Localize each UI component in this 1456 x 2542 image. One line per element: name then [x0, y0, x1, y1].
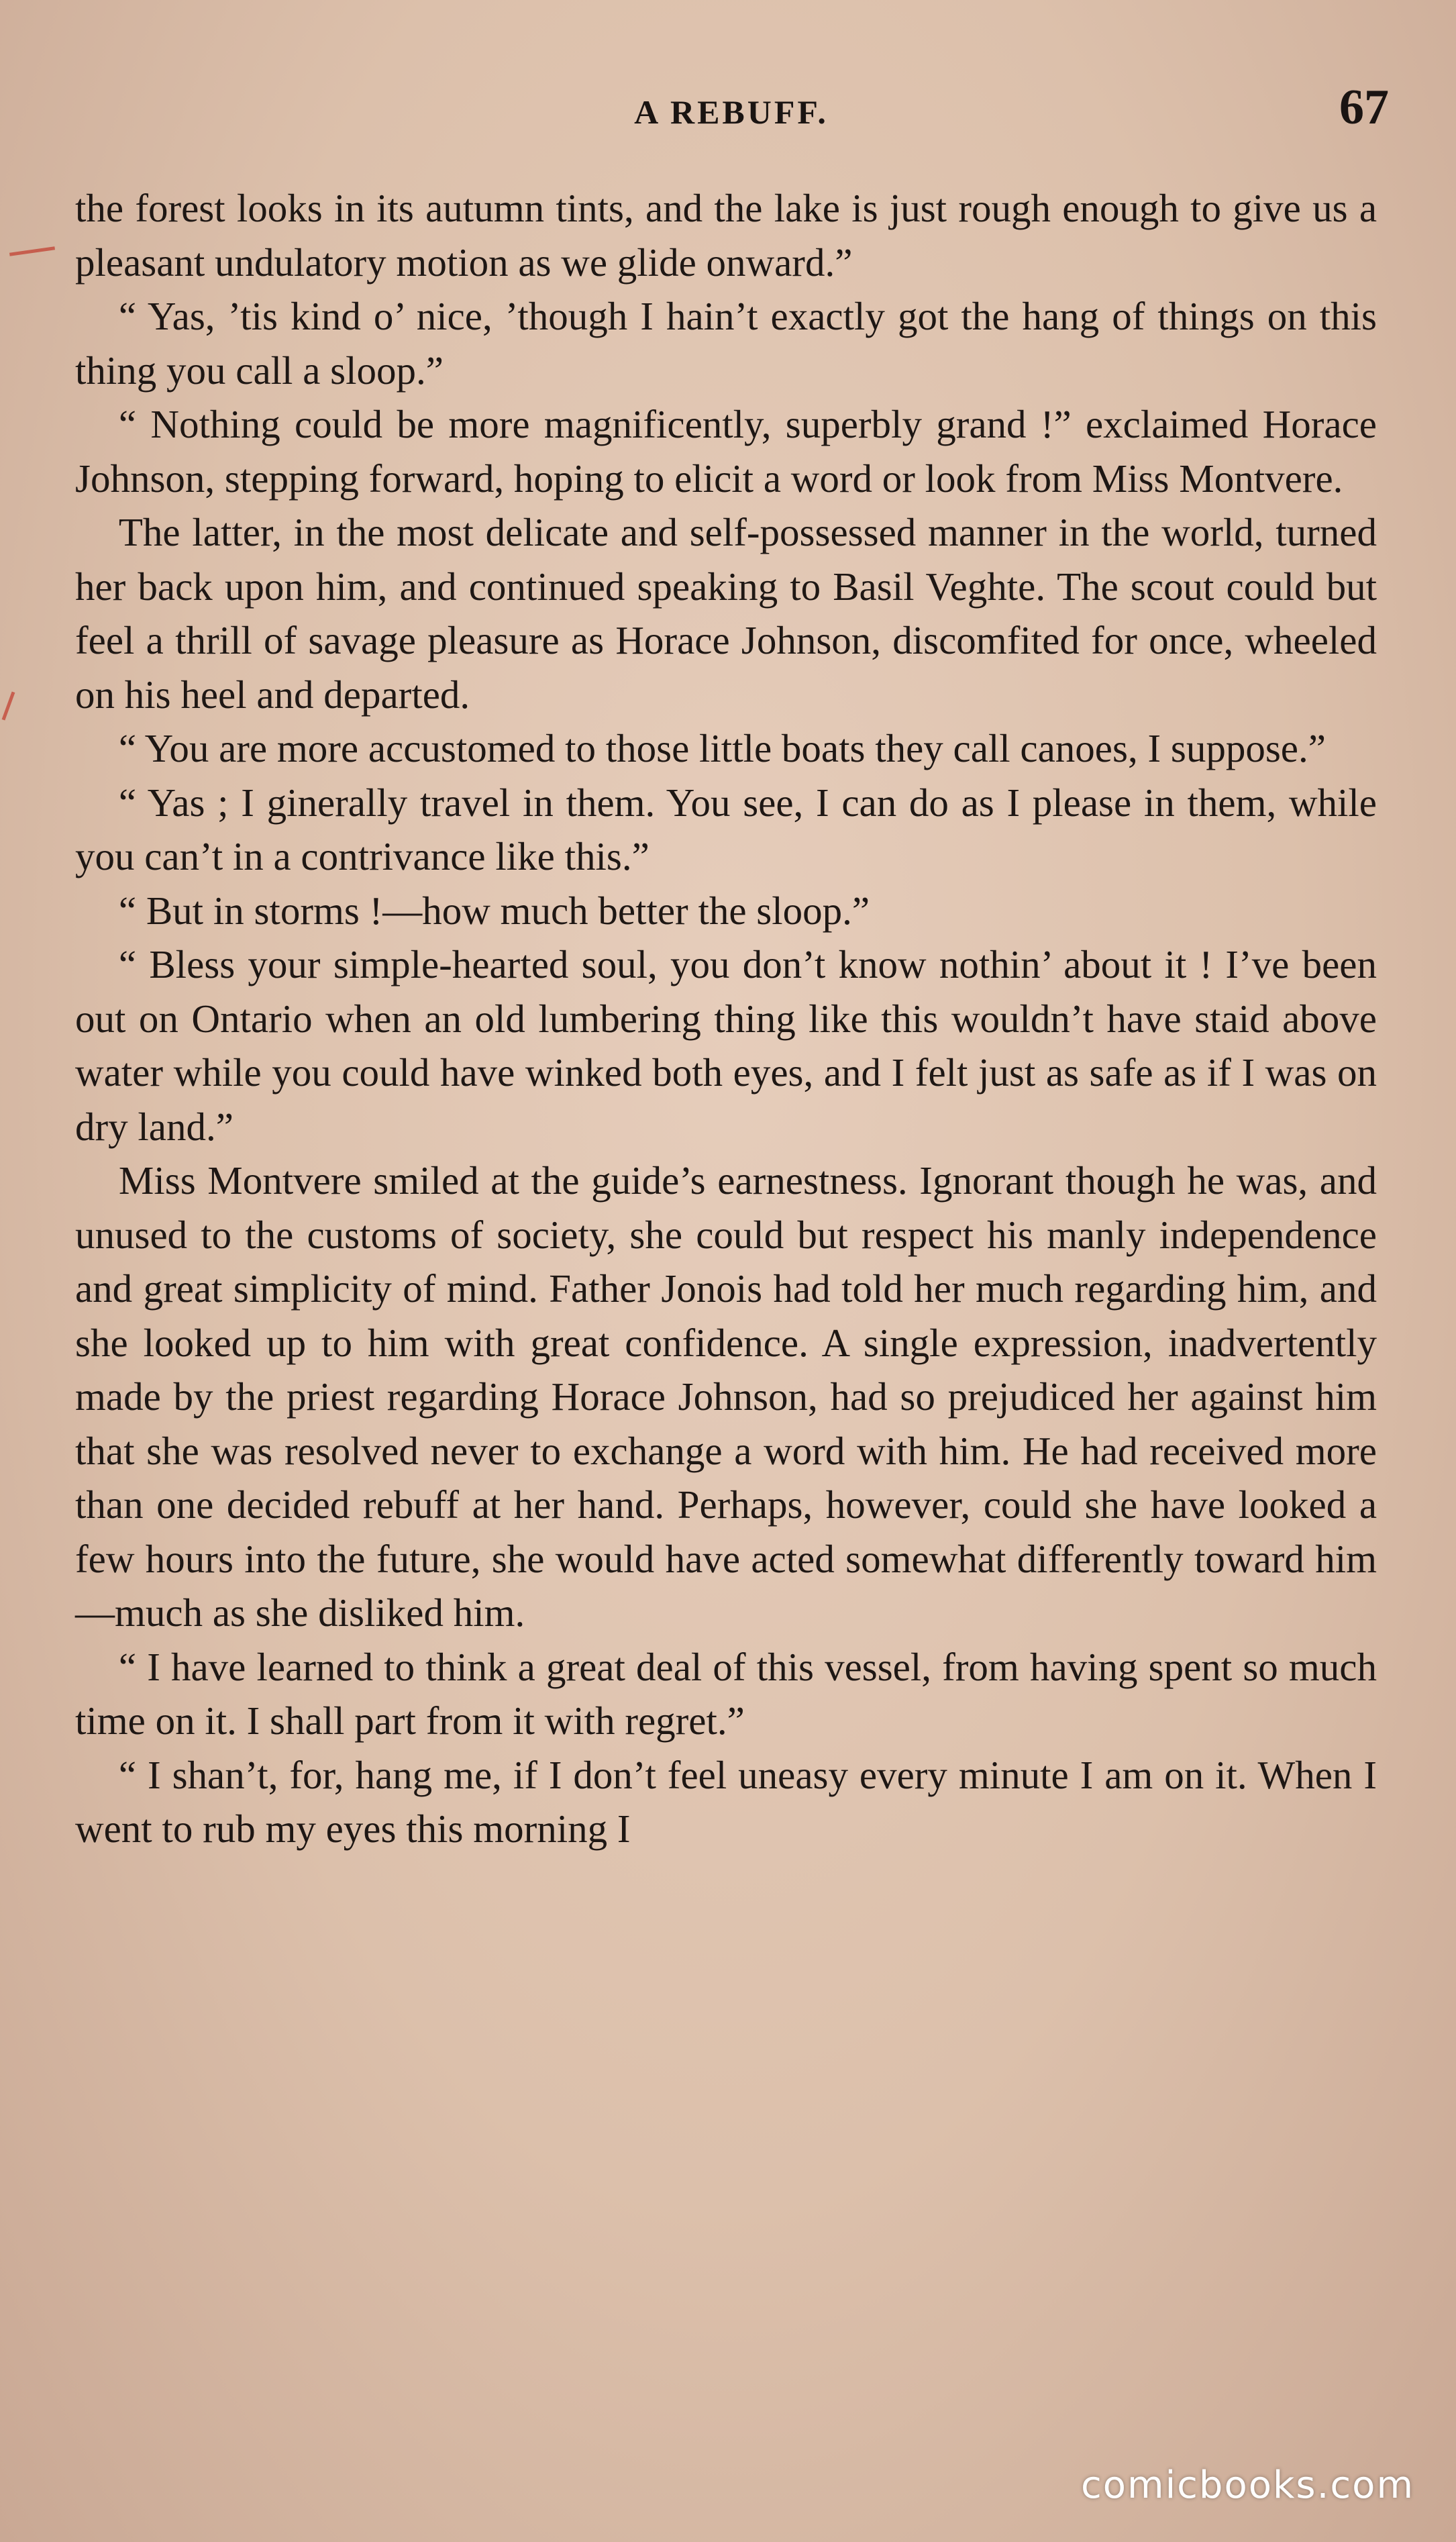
paragraph: Miss Montvere smiled at the guide’s earnestness. Ignorant though he was, and unused to the customs of society, she could but respect his manly independence and great simplicity of mind. Father Jonois had told her much regarding him, and she looked up to him with great confidence. A single expression, inadvertently made by the priest regarding Horace Johnson, had so prejudiced her against him that she was resolved never to exchange a word with him. He had received more than one decided rebuff at her hand. Perhaps, however, could she have looked a few hours into the future, she would have acted somewhat differently toward him—much as she disliked him. — [75, 1158, 1377, 1635]
paragraph: “ Yas, ’tis kind o’ nice, ’though I hain’t exactly got the hang of things on this thing you call a sloop.” — [75, 294, 1377, 393]
body-text — [75, 181, 1377, 1856]
paragraph: the forest looks in its autumn tints, and the lake is just rough enough to give us a pleasant undulatory motion as we glide onward.” — [75, 186, 1377, 285]
paragraph: “ But in storms !—how much better the sloop.” — [118, 888, 870, 933]
running-head: A REBUFF. — [634, 93, 829, 131]
paragraph: The latter, in the most delicate and self-possessed manner in the world, turned her back upon him, and continued speaking to Basil Veghte. The scout could but feel a thrill of savage pleasure as Horace Johnson, discomfited for once, wheeled on his heel and departed. — [75, 510, 1377, 717]
red-margin-mark — [9, 246, 55, 256]
watermark: comicbooks.com — [1080, 2463, 1414, 2507]
paragraph: “ You are more accustomed to those little boats they call canoes, I suppose.” — [118, 726, 1326, 770]
paragraph: “ Bless your simple-hearted soul, you don’t know nothin’ about it ! I’ve been out on Ontario when an old lumbering thing like this wouldn’t have staid above water while you could have winked both eyes, and I felt just as safe as if I was on dry land.” — [75, 942, 1377, 1149]
red-margin-tick — [2, 691, 15, 720]
paragraph: “ Yas ; I ginerally travel in them. You see, I can do as I please in them, while you can’t in a contrivance like this.” — [75, 780, 1377, 878]
page-number: 67 — [1339, 80, 1389, 135]
paragraph: “ I have learned to think a great deal of this vessel, from having spent so much time on it. I shall part from it with regret.” — [75, 1644, 1377, 1743]
paragraph: “ I shan’t, for, hang me, if I don’t feel uneasy every minute I am on it. When I went to rub my eyes this morning I — [75, 1752, 1377, 1851]
paragraph: “ Nothing could be more magnificently, superbly grand !” exclaimed Horace Johnson, stepping forward, hoping to elicit a word or look from Miss Montvere. — [75, 402, 1377, 501]
page-header — [74, 79, 1389, 153]
